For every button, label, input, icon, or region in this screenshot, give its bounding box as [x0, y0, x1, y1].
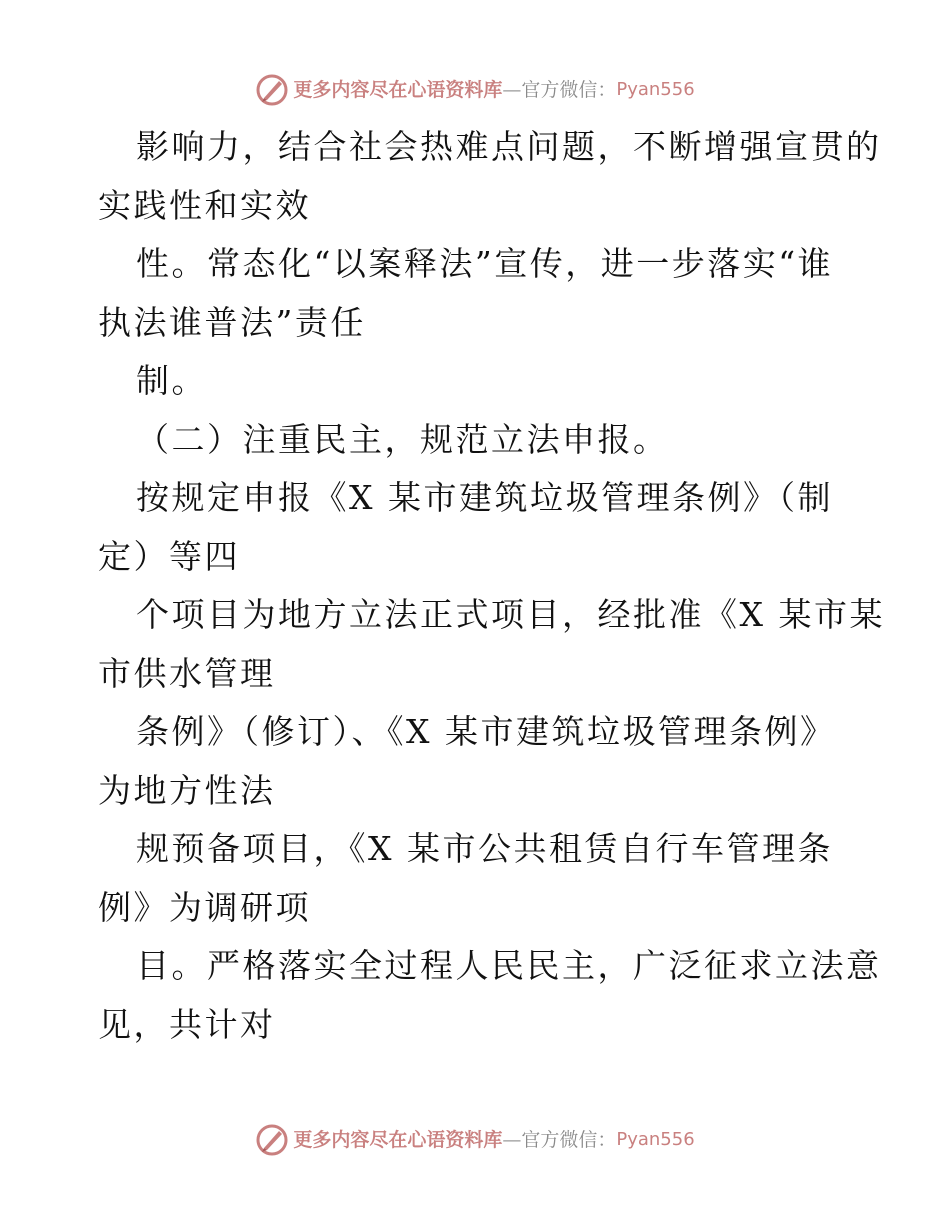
- watermark-main-text: 更多内容尽在心语资料库: [293, 78, 503, 101]
- watermark-wechat-id: Pyan556: [616, 79, 695, 100]
- text-line: 执法谁普法”责任: [98, 302, 366, 342]
- text-line: 见，共计对: [98, 1004, 276, 1044]
- text-line: 制。: [136, 361, 207, 400]
- text-line: 性。常态化“以案释法”宣传，进一步落实“谁: [136, 244, 834, 283]
- text-line: 为地方性法: [98, 770, 276, 810]
- text-line: 定）等四: [98, 536, 240, 576]
- watermark-separator: —: [502, 1128, 522, 1151]
- text-line: 市供水管理: [98, 653, 276, 693]
- watermark-main-text: 更多内容尽在心语资料库: [293, 1128, 503, 1151]
- quill-pen-circle-icon: [255, 73, 289, 107]
- watermark-sub-text: 官方微信：: [521, 78, 617, 101]
- quill-pen-circle-icon: [255, 1123, 289, 1157]
- text-line: 按规定申报《X 某市建筑垃圾管理条例》（制: [136, 478, 833, 517]
- body-text: [98, 118, 885, 1054]
- text-line: 例》为调研项: [98, 887, 311, 927]
- text-line: 目。严格落实全过程人民民主，广泛征求立法意: [136, 946, 882, 985]
- text-line: 规预备项目，《X 某市公共租赁自行车管理条: [136, 829, 833, 868]
- watermark-separator: —: [502, 78, 522, 101]
- text-line: 个项目为地方立法正式项目，经批准《X 某市某: [136, 595, 885, 634]
- text-line: （二）注重民主，规范立法申报。: [136, 419, 669, 459]
- header-watermark: [0, 70, 950, 110]
- text-line: 影响力，结合社会热难点问题，不断增强宣贯的: [136, 127, 882, 166]
- text-line: 条例》（修订）、《X 某市建筑垃圾管理条例》: [136, 712, 836, 751]
- watermark-sub-text: 官方微信：: [521, 1128, 617, 1151]
- watermark-wechat-id: Pyan556: [616, 1129, 695, 1150]
- text-line: 实践性和实效: [98, 185, 311, 225]
- footer-watermark: [0, 1120, 950, 1160]
